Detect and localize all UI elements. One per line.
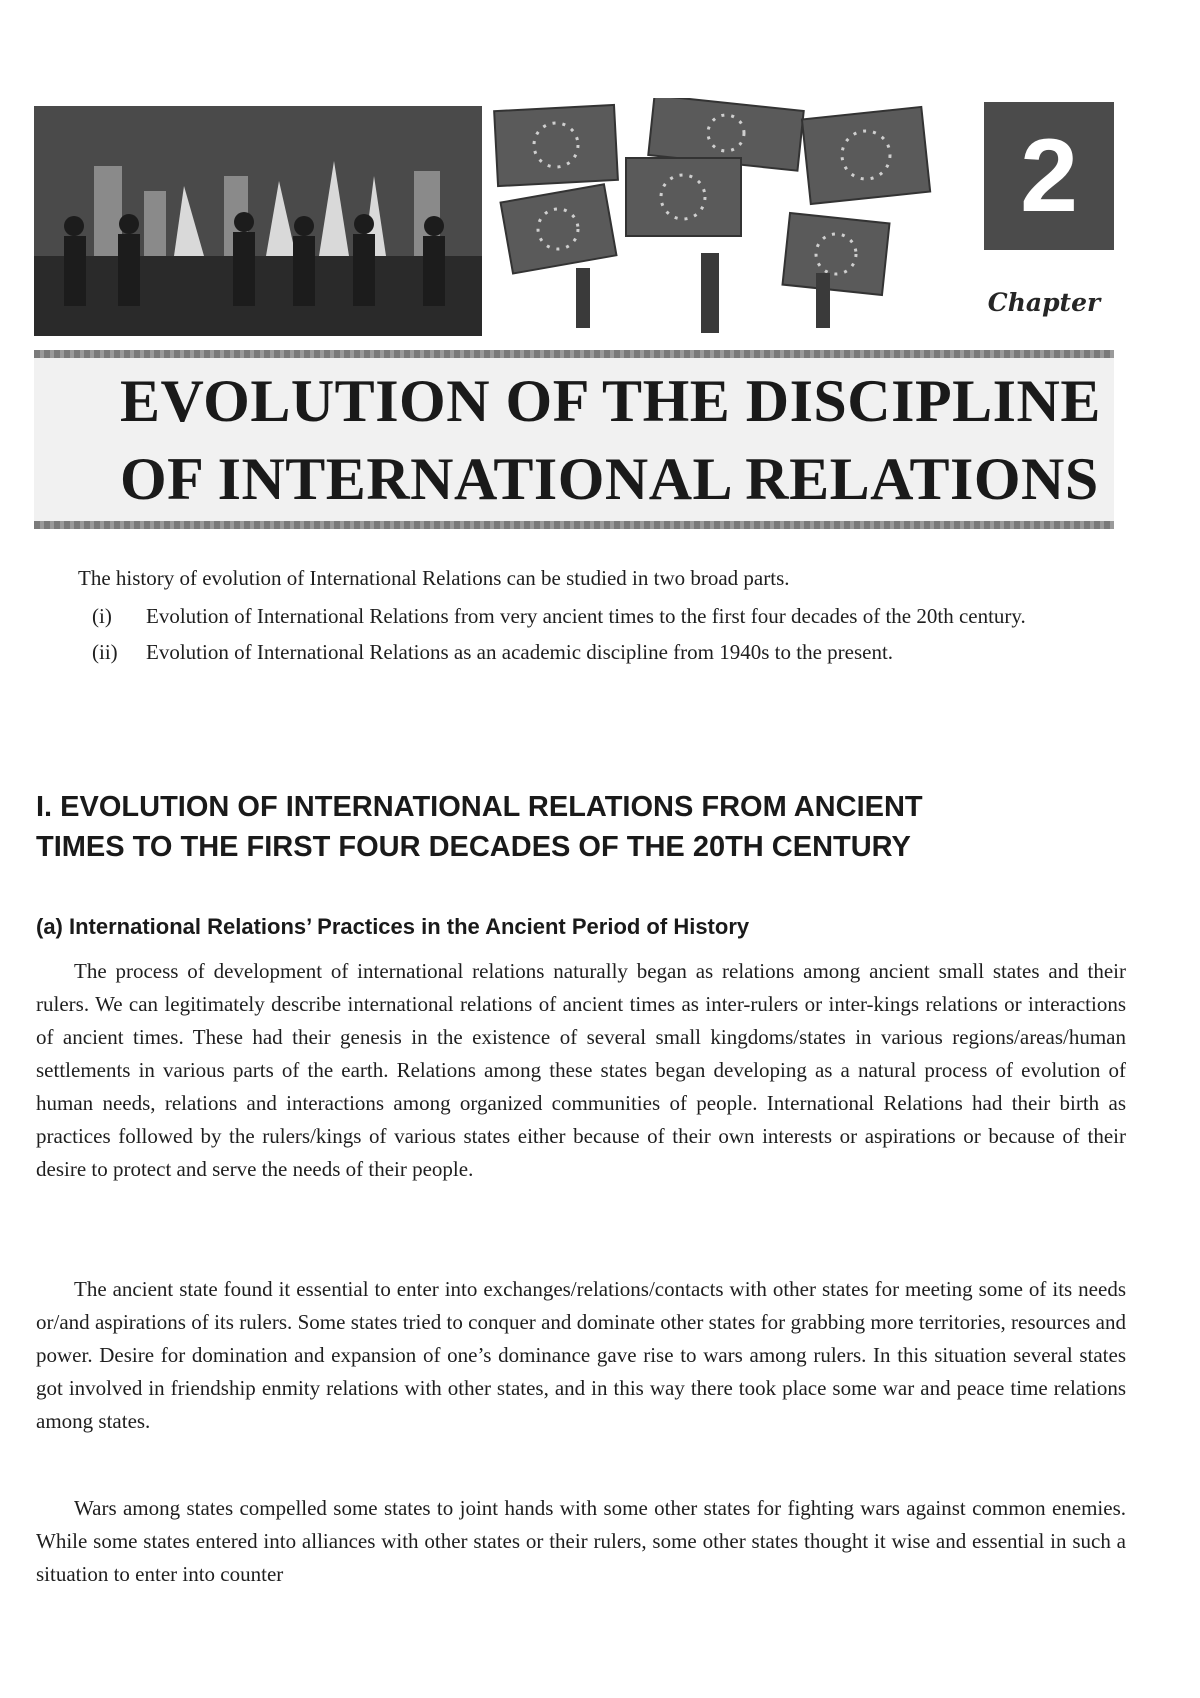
list-item-text: Evolution of International Relations as an academic discipline from 1940s to the present. <box>146 640 894 664</box>
list-item <box>86 600 1122 633</box>
eu-flags-photo <box>486 98 976 346</box>
flags-crowd-photo <box>34 106 482 336</box>
chapter-number-badge: 2 <box>984 102 1114 250</box>
chapter-label: Chapter <box>987 288 1101 317</box>
section-heading-line-2: TIMES TO THE FIRST FOUR DECADES OF THE 20TH CENTURY <box>36 831 911 863</box>
parts-list <box>86 600 1122 672</box>
title-bottom-rule <box>34 521 1114 529</box>
chapter-title-line-2: OF INTERNATIONAL RELATIONS <box>120 446 1099 512</box>
chapter-title-line-1: EVOLUTION OF THE DISCIPLINE <box>120 368 1101 434</box>
chapter-title <box>120 362 1120 518</box>
chapter-banner <box>34 98 1114 346</box>
list-item <box>86 636 1122 669</box>
body-paragraph-2: The ancient state found it essential to enter into exchanges/relations/contacts with other states for meeting some of its needs or/and aspirations of its rulers. Some states tried to conquer and dominate other states for grabbing more territories, resources and power. Desire for domination and expansion of one’s dominance gave rise to wars among rulers. In this situation several states got involved in friendship enmity relations with other states, and in this way there took place some war and peace time relations among states. <box>36 1277 1126 1433</box>
section-heading <box>36 787 1126 867</box>
intro-text: The history of evolution of International Relations can be studied in two broad parts. <box>78 566 790 590</box>
subsection-heading: (a) International Relations’ Practices in the Ancient Period of History <box>36 914 750 939</box>
list-item-number: (i) <box>92 604 112 628</box>
body-paragraph-3: Wars among states compelled some states to joint hands with some other states for fighting wars against common enemies. While some states entered into alliances with other states or their rulers, some other states thought it wise and essential in such a situation to enter into counter <box>36 1496 1126 1586</box>
list-item-text: Evolution of International Relations from very ancient times to the first four decades of the 20th century. <box>146 604 1026 628</box>
body-paragraph-1: The process of development of international relations naturally began as relations among ancient small states and their rulers. We can legitimately describe international relations of ancient times as inter-rulers or inter-kings relations or interactions of ancient times. These had their genesis in the existence of several small kingdoms/states in various regions/areas/human settlements in various parts of the earth. Relations among these states began developing as a natural process of evolution of human needs, relations and interactions among organized communities of people. International Relations had their birth as practices followed by the rulers/kings of various states either because of their own interests or aspirations or because of their desire to protect and serve the needs of their people. <box>36 959 1126 1181</box>
list-item-number: (ii) <box>92 640 118 664</box>
title-top-rule <box>34 350 1114 358</box>
crowd-photo-graphic <box>34 106 482 336</box>
eu-flags-graphic <box>486 98 976 346</box>
section-heading-line-1: I. EVOLUTION OF INTERNATIONAL RELATIONS FROM ANCIENT <box>36 791 923 823</box>
